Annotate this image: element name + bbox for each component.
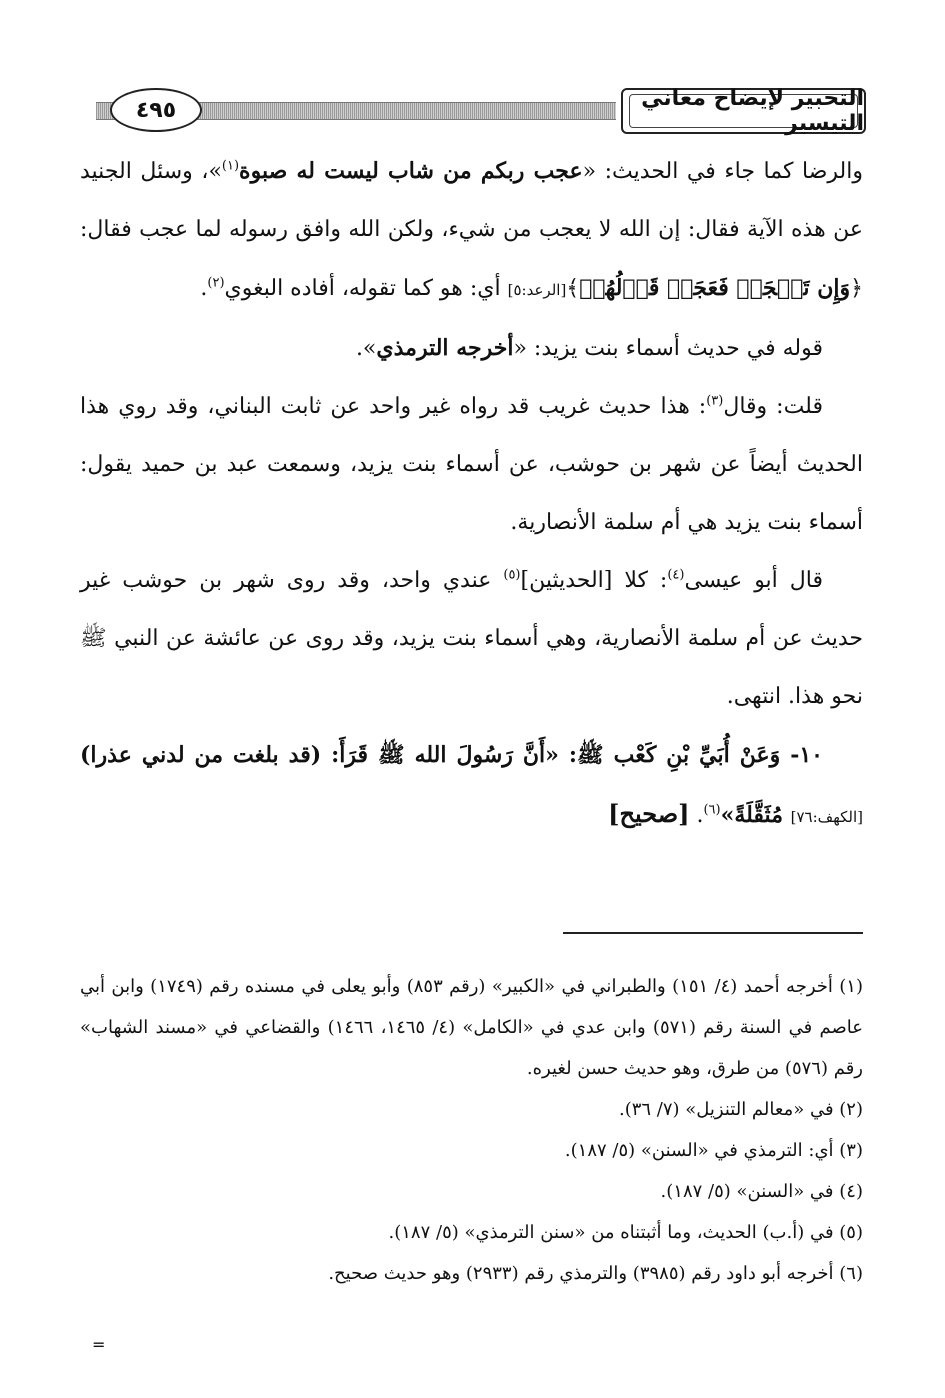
- verse-reference: [الرعد:٥]: [507, 281, 567, 299]
- takhrij-text: أخرجه الترمذي: [376, 335, 514, 361]
- paragraph-3: قلت: وقال$^{(٣)}$: هذا حديث غريب قد رواه غير واحد عن ثابت البناني، وقد روي هذا الحديث أيضاً عن شهر بن حوشب، عن أسماء بنت يزيد، وسمعت عبد بن حميد يقول: أسماء بنت يزيد هي أم سلمة الأنصارية.: [80, 393, 863, 535]
- footnote-3: (٣) أي: الترمذي في «السنن» (٥/ ١٨٧).: [564, 1140, 863, 1161]
- footnote-2: (٢) في «معالم التنزيل» (٧/ ٣٦).: [618, 1099, 863, 1120]
- footnote-ref-4: (٤): [667, 567, 685, 583]
- footnotes: [80, 966, 863, 1294]
- footnote-4: (٤) في «السنن» (٥/ ١٨٧).: [660, 1181, 863, 1202]
- footnote-ref-3: (٣): [706, 393, 724, 409]
- footnote-ref-2: (٢): [207, 275, 225, 291]
- footnote-separator: [563, 932, 863, 934]
- book-title-box: [621, 88, 866, 134]
- book-title: التحبير لإيضاح معاني التيسير: [641, 86, 864, 136]
- paragraph-2: قوله في حديث أسماء بنت يزيد: «أخرجه الترمذي».: [355, 335, 823, 361]
- footnote-5: (٥) في (أ.ب) الحديث، وما أثبتناه من «سنن الترمذي» (٥/ ١٨٧).: [388, 1222, 863, 1243]
- paragraph-1: والرضا كما جاء في الحديث: «عجب ربكم من شاب ليست له صبوة$^{(١)}$»، وسئل الجنيد عن هذه الآية فقال: إن الله لا يعجب من شيء، ولكن الله وافق رسوله لما عجب فقال: ﴿وَإِن تَعۡجَبۡ فَعَجَبٞ قَوۡلُهُمۡ﴾[الرعد:٥] أي: هو كما تقوله، أفاده البغوي$^{(٢)}$.: [80, 158, 863, 301]
- main-text: [80, 142, 863, 846]
- footnote-1: (١) أخرجه أحمد (٤/ ١٥١) والطبراني في «الكبير» (رقم ٨٥٣) وأبو يعلى في مسنده رقم (١٧٤٩) وابن أبي عاصم في السنة رقم (٥٧١) وابن عدي في «الكامل» (٤/ ١٤٦٥، ١٤٦٦) والقضاعي في «مسند الشهاب» رقم (٥٧٦) من طرق، وهو حديث حسن لغيره.: [80, 976, 864, 1079]
- footnote-ref-1: (١): [221, 158, 240, 174]
- quran-verse: وَإِن تَعۡجَبۡ فَعَجَبٞ قَوۡلُهُمۡ: [579, 275, 851, 301]
- hadith-10-text: ١٠- وَعَنْ أُبَيِّ بْنِ كَعْب ﷺ: «أَنَّ رَسُولَ الله ﷺ قَرَأَ: (قد بلغت من لدني عذرا): [80, 742, 823, 768]
- footnote-ref-6: (٦): [703, 802, 721, 818]
- bottom-mark: =: [92, 1335, 106, 1354]
- page-header: [96, 88, 866, 140]
- footnote-6: (٦) أخرجه أبو داود رقم (٣٩٨٥) والترمذي رقم (٢٩٣٣) وهو حديث صحيح.: [328, 1263, 863, 1284]
- page-number: ٤٩٥: [110, 88, 202, 132]
- paragraph-5-hadith: ١٠- وَعَنْ أُبَيِّ بْنِ كَعْب ﷺ: «أَنَّ رَسُولَ الله ﷺ قَرَأَ: (قد بلغت من لدني عذرا)[الكهف:٧٦] مُثَقَّلَةً»$^{(٦)}$. [صحيح]: [80, 742, 863, 828]
- footnote-ref-5: (٥): [503, 567, 521, 583]
- grading-badge: [صحيح]: [608, 799, 690, 828]
- paragraph-4: قال أبو عيسى$^{(٤)}$: كلا [الحديثين]$^{(٥)}$ عندي واحد، وقد روى شهر بن حوشب غير حديث عن أم سلمة الأنصارية، وهي أسماء بنت يزيد، وقد روى عن عائشة عن النبي ﷺ نحو هذا. انتهى.: [80, 567, 863, 709]
- verse-reference: [الكهف:٧٦]: [790, 808, 863, 826]
- hadith-quote: عجب ربكم من شاب ليست له صبوة: [239, 158, 583, 184]
